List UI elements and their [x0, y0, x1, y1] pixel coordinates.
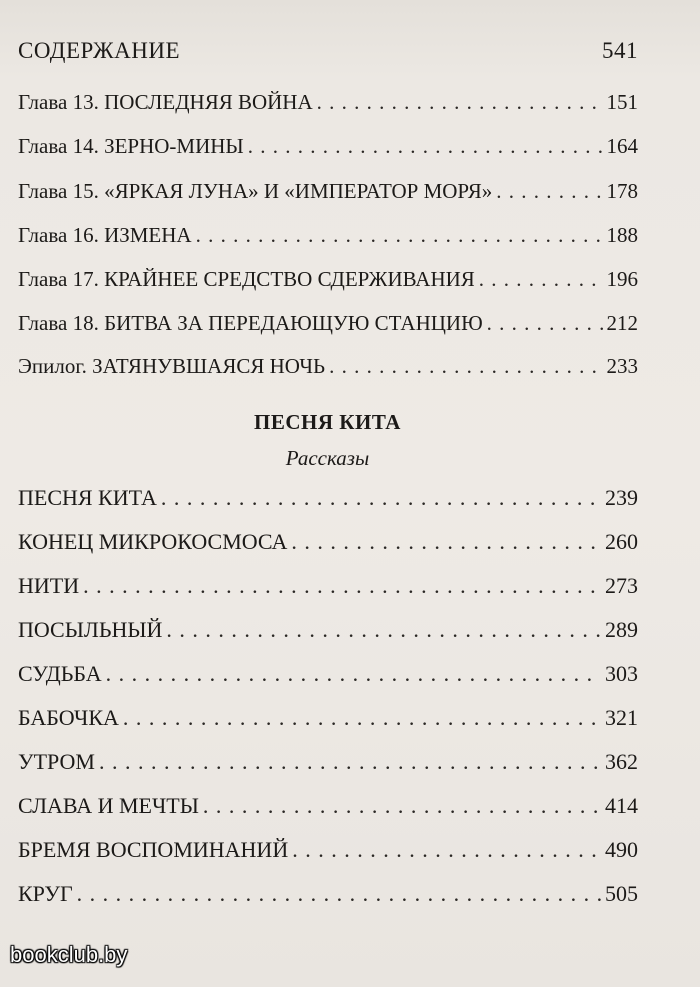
dot-leader: [487, 311, 603, 336]
dot-leader: [123, 705, 601, 731]
dot-leader: [161, 485, 601, 511]
toc-entry-title: Глава 16. ИЗМЕНА: [18, 223, 192, 247]
toc-entry-page: 164: [606, 134, 638, 158]
toc-entry-title: БРЕМЯ ВОСПОМИНАНИЙ: [18, 837, 289, 862]
dot-leader: [317, 90, 603, 115]
toc-entry-title: БАБОЧКА: [18, 705, 119, 730]
toc-entry-page: 233: [606, 354, 638, 378]
toc-entry-title: КОНЕЦ МИКРОКОСМОСА: [18, 529, 288, 554]
dot-leader: [329, 354, 602, 379]
dot-leader: [203, 793, 601, 819]
toc-entry-page: 490: [605, 837, 638, 862]
toc-entry-title: Глава 13. ПОСЛЕДНЯЯ ВОЙНА: [18, 90, 313, 114]
dot-leader: [77, 881, 601, 907]
toc-entry-page: 303: [605, 661, 638, 686]
toc-entry-page: 505: [605, 881, 638, 906]
dot-leader: [166, 617, 601, 643]
toc-entry-title: Глава 17. КРАЙНЕЕ СРЕДСТВО СДЕРЖИВАНИЯ: [18, 267, 475, 291]
page-number: 541: [602, 38, 638, 63]
toc-entry-page: 178: [606, 179, 638, 203]
dot-leader: [496, 179, 602, 204]
toc-entry-page: 414: [605, 793, 638, 818]
toc-entry: [18, 267, 638, 297]
dot-leader: [106, 661, 601, 687]
toc-entry-title: Глава 14. ЗЕРНО-МИНЫ: [18, 134, 244, 158]
toc-entry: [18, 617, 638, 647]
toc-entry-page: 212: [606, 311, 638, 335]
dot-leader: [196, 223, 603, 248]
dot-leader: [248, 134, 603, 159]
toc-entry-title: СЛАВА И МЕЧТЫ: [18, 793, 199, 818]
toc-entry-title: Глава 18. БИТВА ЗА ПЕРЕДАЮЩУЮ СТАНЦИЮ: [18, 311, 483, 335]
page-header: [18, 36, 638, 66]
toc-entry-title: СУДЬБА: [18, 661, 102, 686]
dot-leader: [479, 267, 603, 292]
toc-entry: [18, 485, 638, 515]
toc-entry: [18, 881, 638, 911]
dot-leader: [292, 837, 601, 863]
toc-entry: [18, 661, 638, 691]
toc-entry-page: 321: [605, 705, 638, 730]
dot-leader: [291, 529, 601, 555]
toc-entry-title: ПЕСНЯ КИТА: [18, 485, 157, 510]
toc-entry-page: 362: [605, 749, 638, 774]
toc-entry: [18, 573, 638, 603]
toc-entry: [18, 90, 638, 120]
toc-entry-page: 188: [606, 223, 638, 247]
page-title: СОДЕРЖАНИЕ: [18, 38, 181, 63]
toc-entry-page: 196: [606, 267, 638, 291]
toc-entry-page: 260: [605, 529, 638, 554]
section-title: ПЕСНЯ КИТА: [254, 410, 401, 434]
toc-entry-title: Глава 15. «ЯРКАЯ ЛУНА» И «ИМПЕРАТОР МОРЯ»: [18, 179, 493, 203]
toc-entry: [18, 179, 638, 209]
toc-entry-title: Эпилог. ЗАТЯНУВШАЯСЯ НОЧЬ: [18, 354, 326, 378]
toc-entry-page: 273: [605, 573, 638, 598]
toc-entry: [18, 134, 638, 164]
dot-leader: [99, 749, 601, 775]
toc-entry-title: УТРОМ: [18, 749, 95, 774]
toc-entry-title: ПОСЫЛЬНЫЙ: [18, 617, 163, 642]
toc-entry: [18, 311, 638, 341]
toc-entry: [18, 837, 638, 867]
toc-entry-page: 239: [605, 485, 638, 510]
section-subtitle: Рассказы: [285, 446, 370, 470]
toc-entry: [18, 354, 638, 384]
dot-leader: [83, 573, 601, 599]
toc-entry: [18, 705, 638, 735]
toc-entry-title: КРУГ: [18, 881, 73, 906]
toc-entry: [18, 223, 638, 253]
toc-entry: [18, 529, 638, 559]
toc-entry-page: 151: [606, 90, 638, 114]
toc-entry: [18, 793, 638, 823]
watermark-text: bookclub.by: [10, 942, 128, 967]
toc-entry-title: НИТИ: [18, 573, 80, 598]
toc-entry-page: 289: [605, 617, 638, 642]
toc-entry: [18, 749, 638, 779]
